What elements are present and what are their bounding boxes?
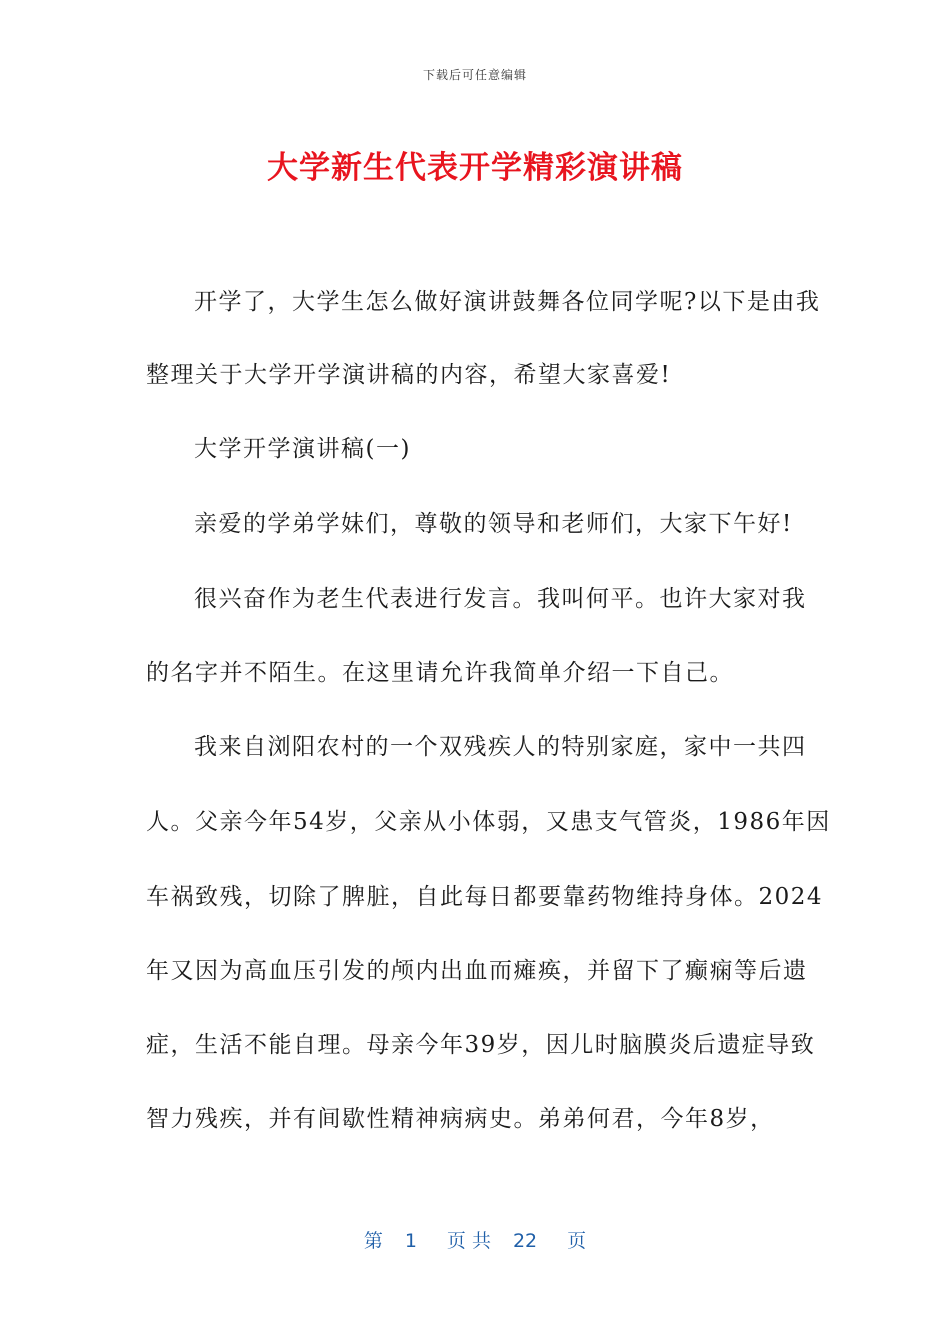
footer-page-total: 22 xyxy=(512,1230,538,1252)
section-heading: 大学开学演讲稿(一) xyxy=(194,436,411,462)
document-title: 大学新生代表开学精彩演讲稿 xyxy=(267,150,683,186)
footer-page-number: 1 xyxy=(404,1230,417,1252)
paragraph-line: 症，生活不能自理。母亲今年39岁，因儿时脑膜炎后遗症导致 xyxy=(146,1032,816,1058)
paragraph-line: 人。父亲今年54岁，父亲从小体弱，又患支气管炎，1986年因 xyxy=(146,809,831,835)
paragraph-line: 智力残疾，并有间歇性精神病病史。弟弟何君，今年8岁， xyxy=(146,1106,775,1132)
page-footer xyxy=(0,1226,950,1253)
paragraph-line: 我来自浏阳农村的一个双残疾人的特别家庭，家中一共四 xyxy=(194,734,807,760)
footer-page-middle: 页 共 xyxy=(446,1230,491,1252)
footer-page-suffix: 页 xyxy=(567,1230,587,1252)
footer-page-prefix: 第 xyxy=(363,1230,383,1252)
paragraph-line: 很兴奋作为老生代表进行发言。我叫何平。也许大家对我 xyxy=(194,586,807,612)
paragraph-line: 车祸致残，切除了脾脏，自此每日都要靠药物维持身体。2024 xyxy=(146,884,824,910)
paragraph-line: 的名字并不陌生。在这里请允许我简单介绍一下自己。 xyxy=(146,660,734,686)
paragraph-line: 开学了，大学生怎么做好演讲鼓舞各位同学呢?以下是由我 xyxy=(194,289,821,315)
paragraph-line: 整理关于大学开学演讲稿的内容，希望大家喜爱! xyxy=(146,362,672,388)
paragraph-line: 亲爱的学弟学妹们，尊敬的领导和老师们，大家下午好! xyxy=(194,511,793,537)
header-note: 下载后可任意编辑 xyxy=(422,68,527,82)
paragraph-line: 年又因为高血压引发的颅内出血而瘫痪，并留下了癫痫等后遗 xyxy=(146,958,808,984)
